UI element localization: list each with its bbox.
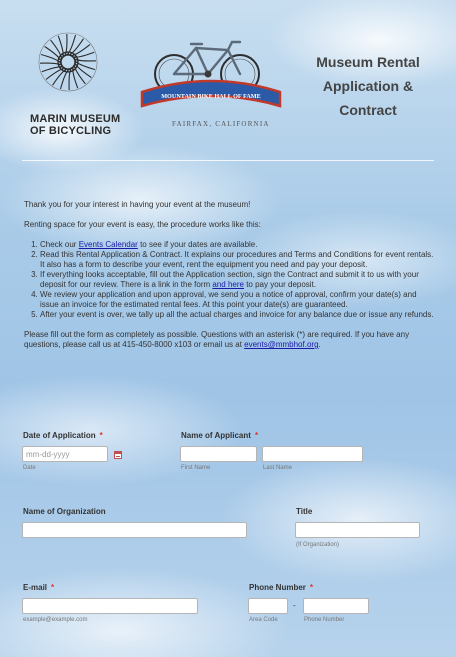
phone-label-text: Phone Number [249,583,306,592]
phone-dash: - [293,601,296,610]
required-asterisk: * [51,583,55,592]
email-input[interactable] [22,598,198,614]
procedure-step-4: 4. We review your application and upon approval, we send you a notice of approval, confirm your date(s) and issue an invoice for the estimated rental fees. At this point your date(s) are guaranteed. [40,290,436,310]
intro-thanks: Thank you for your interest in having your event at the museum! [24,200,251,209]
step3-text-pre: If everything looks acceptable, fill out the Application section, sign the Contract and submit it to us with your deposit for our review. There is a link in the form [40,270,419,289]
marin-name-line1: MARIN MUSEUM [30,113,121,125]
name-of-applicant-label [181,431,258,440]
procedure-step-2: 2. Read this Rental Application & Contract. It explains our procedures and Terms and Conditions for event rentals. It also has a form to describe your event, rent the equipment you need and pay your deposit. [40,250,436,270]
events-calendar-link[interactable]: Events Calendar [78,240,138,249]
step1-text-post: to see if your dates are available. [137,240,258,249]
email-label-text: E-mail [23,583,48,592]
procedure-step-1 [40,240,436,250]
area-code-input[interactable] [248,598,288,614]
phone-number-input[interactable] [303,598,369,614]
footer-text-pre: Please fill out the form as completely as possible. Questions with an asterisk (*) are required. If you have any questions, please call us at 415-450-8000 x103 or email us at [24,330,410,349]
title-sublabel: (If Organization) [296,542,340,548]
step3-text-post: to pay your deposit. [243,280,317,289]
procedure-step-5: 5. After your event is over, we tally up all the actual charges and invoice for any balance due or issue any refunds. [40,310,436,320]
first-name-input[interactable] [180,446,257,462]
title-input[interactable] [295,522,420,538]
date-input[interactable] [22,446,108,462]
phone-label [249,583,313,592]
last-name-sublabel: Last Name [263,465,293,471]
required-asterisk: * [99,431,103,440]
marin-museum-logo[interactable] [30,30,122,137]
last-name-input[interactable] [262,446,363,462]
footer-text-post: . [318,340,321,349]
marin-name-line2: OF BICYCLING [30,125,112,137]
name-label-text: Name of Applicant [181,431,251,440]
mbhof-logo[interactable] [136,40,286,132]
phone-number-sublabel: Phone Number [304,617,345,623]
intro-procedure: Renting space for your event is easy, the procedure works like this: [24,220,261,229]
deposit-link[interactable]: and here [212,280,244,289]
required-asterisk: * [309,583,314,592]
mbhof-location: FAIRFAX, CALIFORNIA [172,120,270,128]
organization-input[interactable] [22,522,247,538]
title-label: Title [296,507,313,516]
step1-text-pre: Check our [40,240,79,249]
email-sublabel: example@example.com [23,617,88,623]
email-label [23,583,54,592]
date-of-application-label [23,431,103,440]
events-email-link[interactable]: events@mmbhof.org [244,340,319,349]
first-name-sublabel: First Name [181,465,211,471]
header-divider [22,160,434,161]
page-title [298,50,438,122]
intro-section [24,200,436,360]
mountain-bike-icon [136,40,286,118]
calendar-icon[interactable] [114,451,122,459]
required-asterisk: * [254,431,259,440]
bicycle-wheel-emblem-icon [36,30,100,94]
date-sublabel: Date [23,465,36,471]
procedure-list [24,240,436,320]
marin-museum-name [30,113,122,137]
page-title-line3: Contract [339,102,397,118]
date-label-text: Date of Application [23,431,96,440]
page-title-line1: Museum Rental [316,54,420,70]
organization-label: Name of Organization [23,507,106,516]
procedure-step-3 [40,270,436,290]
area-code-sublabel: Area Code [249,617,278,623]
mbhof-banner-text: MOUNTAIN BIKE HALL OF FAME [161,93,261,100]
intro-footer [24,330,436,350]
page-title-line2: Application & [322,78,414,94]
